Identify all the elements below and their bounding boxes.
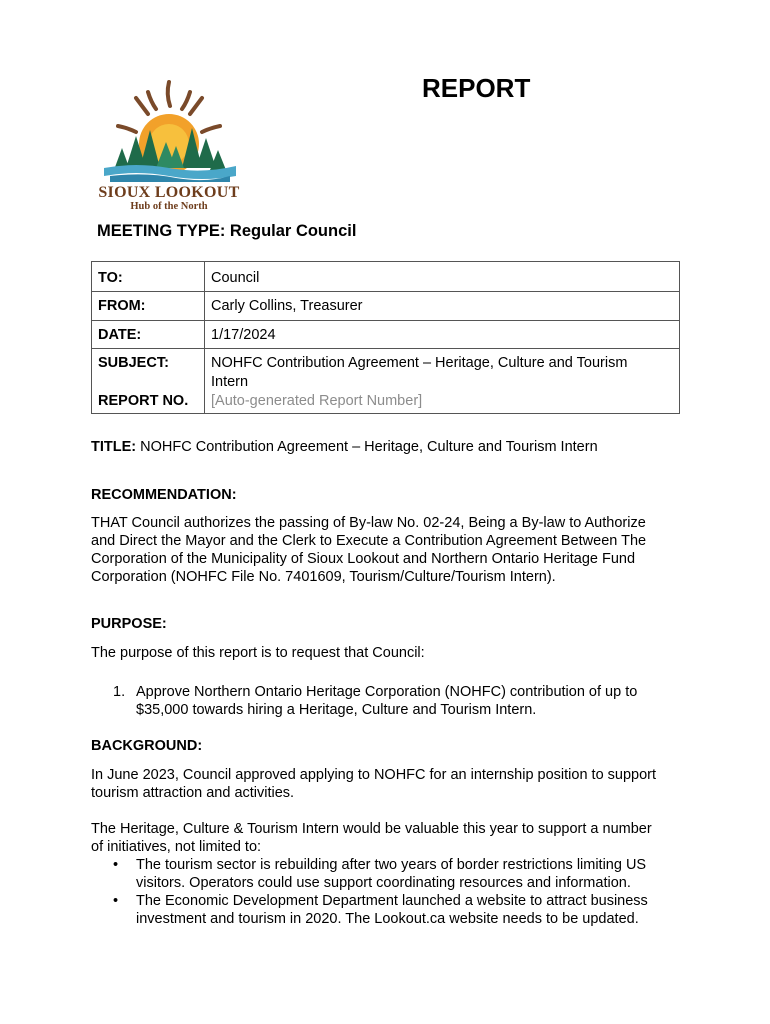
meeting-type: MEETING TYPE: Regular Council — [97, 222, 357, 240]
date-label: DATE: — [92, 321, 205, 349]
to-label: TO: — [92, 262, 205, 292]
logo-tagline-text: Hub of the North — [130, 201, 208, 212]
recommendation-line: Corporation (NOHFC File No. 7401609, Tourism/Culture/Tourism Intern). — [91, 569, 556, 585]
paragraph-line: tourism attraction and activities. — [91, 785, 295, 801]
bullet-line: The Economic Development Department launched a website to attract business — [136, 893, 648, 909]
title-label: TITLE: — [91, 439, 137, 455]
background-paragraph-2 — [91, 820, 686, 856]
bullet-line: The tourism sector is rebuilding after two years of border restrictions limiting US — [136, 857, 647, 873]
bullet-icon: • — [113, 893, 119, 909]
purpose-heading: PURPOSE: — [91, 616, 167, 632]
recommendation-paragraph — [91, 514, 686, 586]
list-item-line: $35,000 towards hiring a Heritage, Culture and Tourism Intern. — [136, 702, 537, 718]
report-heading: REPORT — [422, 73, 531, 103]
recommendation-line: Corporation of the Municipality of Sioux Lookout and Northern Ontario Heritage Fund — [91, 551, 636, 567]
bullet-line: visitors. Operators could use support coordinating resources and information. — [136, 875, 631, 891]
table-row — [92, 349, 680, 393]
bullet-icon: • — [113, 857, 119, 873]
background-heading: BACKGROUND: — [91, 738, 203, 754]
table-row — [92, 392, 680, 414]
subject-value — [205, 349, 680, 393]
sun-forest-emblem-icon — [96, 76, 242, 184]
to-value: Council — [205, 262, 680, 292]
background-paragraph-1 — [91, 766, 686, 802]
report-no-label: REPORT NO. — [92, 392, 205, 414]
list-item-line: Approve Northern Ontario Heritage Corporation (NOHFC) contribution of up to — [136, 684, 638, 700]
logo-name-text: SIOUX LOOKOUT — [98, 184, 240, 201]
date-value: 1/17/2024 — [205, 321, 680, 349]
title-text: NOHFC Contribution Agreement – Heritage, Culture and Tourism Intern — [136, 439, 598, 455]
table-row — [92, 292, 680, 321]
table-row — [92, 321, 680, 349]
subject-line-1: NOHFC Contribution Agreement – Heritage, Culture and Tourism — [211, 355, 628, 371]
recommendation-line: THAT Council authorizes the passing of By-law No. 02-24, Being a By-law to Authorize — [91, 515, 646, 531]
from-value: Carly Collins, Treasurer — [205, 292, 680, 321]
recommendation-heading: RECOMMENDATION: — [91, 487, 237, 503]
report-no-field[interactable]: [Auto-generated Report Number] — [205, 392, 680, 414]
paragraph-line: In June 2023, Council approved applying to NOHFC for an internship position to support — [91, 767, 657, 783]
recommendation-line: and Direct the Mayor and the Clerk to Execute a Contribution Agreement Between The — [91, 533, 647, 549]
title-line — [91, 439, 598, 455]
subject-label: SUBJECT: — [92, 349, 205, 393]
from-label: FROM: — [92, 292, 205, 321]
subject-line-2: Intern — [211, 374, 249, 390]
sioux-lookout-logo — [96, 76, 242, 216]
report-info-table — [91, 261, 680, 414]
paragraph-line: of initiatives, not limited to: — [91, 839, 262, 855]
paragraph-line: The Heritage, Culture & Tourism Intern would be valuable this year to support a number — [91, 821, 652, 837]
purpose-intro: The purpose of this report is to request that Council: — [91, 645, 425, 661]
table-row — [92, 262, 680, 292]
list-number: 1. — [113, 684, 126, 700]
bullet-line: investment and tourism in 2020. The Lookout.ca website needs to be updated. — [136, 911, 639, 927]
